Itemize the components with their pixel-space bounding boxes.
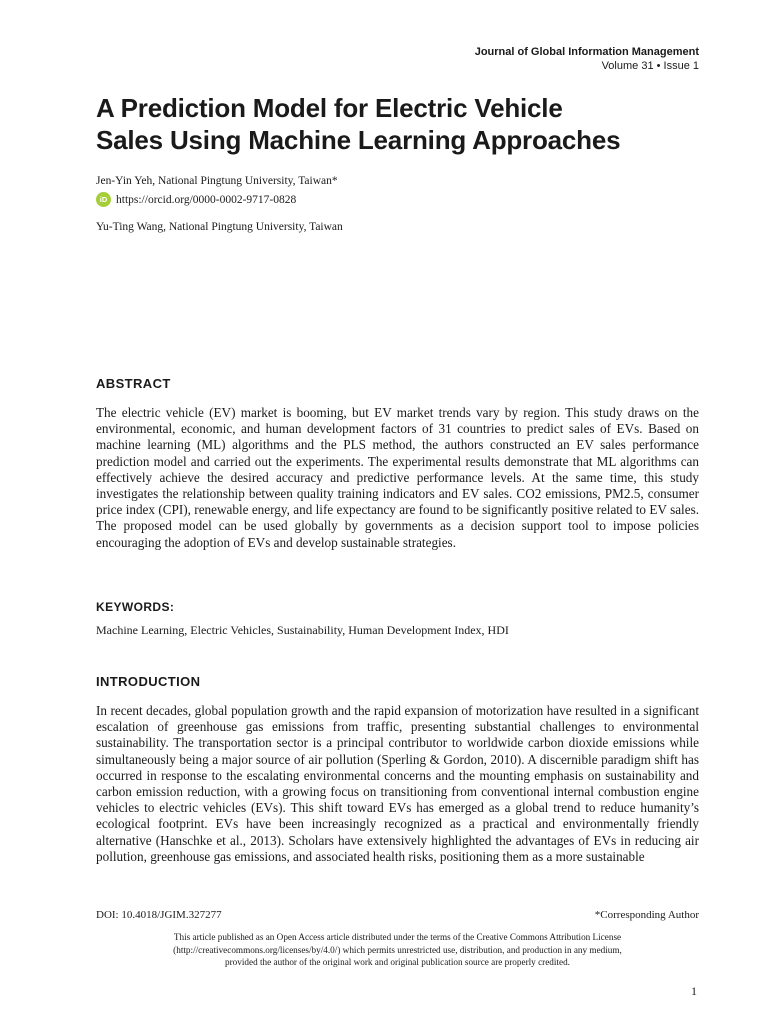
license-notice — [96, 931, 699, 969]
abstract-text: The electric vehicle (EV) market is booming, but EV market trends vary by region. This study draws on the environmental, economic, and human development factors of 31 countries to predict sales of EVs. Based on machine learning (ML) algorithms and the PLS method, the authors constructed an EV sales performance prediction model and carried out the experiments. The experimental results demonstrate that ML algorithms can effectively achieve the desired accuracy and predictive performance levels. At the same time, this study investigates the relationship between quality training indicators and EV sales. CO2 emissions, PM2.5, consumer price index (CPI), renewable energy, and life expectancy are found to be significantly positive related to EV sales. The proposed model can be used globally by governments as a decision support tool to impose policies encouraging the adoption of EVs and develop sustainable strategies. — [96, 405, 699, 550]
journal-header — [475, 45, 699, 73]
journal-issue: Volume 31 • Issue 1 — [601, 60, 699, 72]
paper-title-line-2: Sales Using Machine Learning Approaches — [96, 125, 621, 155]
page-number: 1 — [691, 984, 697, 998]
orcid-row[interactable] — [96, 192, 296, 207]
corresponding-author-note: *Corresponding Author — [594, 909, 699, 921]
doi: DOI: 10.4018/JGIM.327277 — [96, 909, 222, 921]
license-line-2: (http://creativecommons.org/licenses/by/4.0/) which permits unrestricted use, distribution, and production in any medium, — [173, 944, 622, 955]
introduction-heading: INTRODUCTION — [96, 674, 201, 689]
journal-name: Journal of Global Information Management — [474, 46, 699, 58]
license-line-1: This article published as an Open Access article distributed under the terms of the Creative Commons Attribution License — [173, 932, 622, 942]
license-line-3: provided the author of the original work and original publication source are properly credited. — [225, 957, 570, 967]
author-1: Jen-Yin Yeh, National Pingtung University, Taiwan* — [96, 175, 338, 187]
author-2: Yu-Ting Wang, National Pingtung University, Taiwan — [96, 221, 343, 233]
orcid-link[interactable]: https://orcid.org/0000-0002-9717-0828 — [116, 193, 297, 206]
orcid-icon: iD — [96, 192, 111, 207]
abstract-heading: ABSTRACT — [96, 376, 171, 391]
keywords-text: Machine Learning, Electric Vehicles, Sustainability, Human Development Index, HDI — [96, 623, 509, 637]
paper-title — [96, 92, 716, 156]
paper-title-line-1: A Prediction Model for Electric Vehicle — [96, 93, 563, 123]
introduction-text: In recent decades, global population growth and the rapid expansion of motorization have resulted in a significant escalation of greenhouse gas emissions from traffic, presenting substantial challenges to environmental sustainability. The transportation sector is a principal contributor to worldwide carbon dioxide emissions while simultaneously being a major source of air pollution (Sperling & Gordon, 2010). A discernible paradigm shift has occurred in response to the escalating environmental concerns and the mounting emphasis on sustainability and carbon emission reduction, with a growing focus on transitioning from conventional internal combustion engine vehicles to electric vehicles (EVs). This shift toward EVs has emerged as a global trend to reduce humanity’s ecological footprint. EVs have been increasingly recognized as a practical and environmentally friendly alternative (Hanschke et al., 2013). Scholars have extensively highlighted the advantages of EVs in reducing air pollution, greenhouse gas emissions, and associated health risks, positioning them as a more sustainable — [96, 703, 699, 864]
keywords-heading: KEYWORDS: — [96, 600, 175, 614]
